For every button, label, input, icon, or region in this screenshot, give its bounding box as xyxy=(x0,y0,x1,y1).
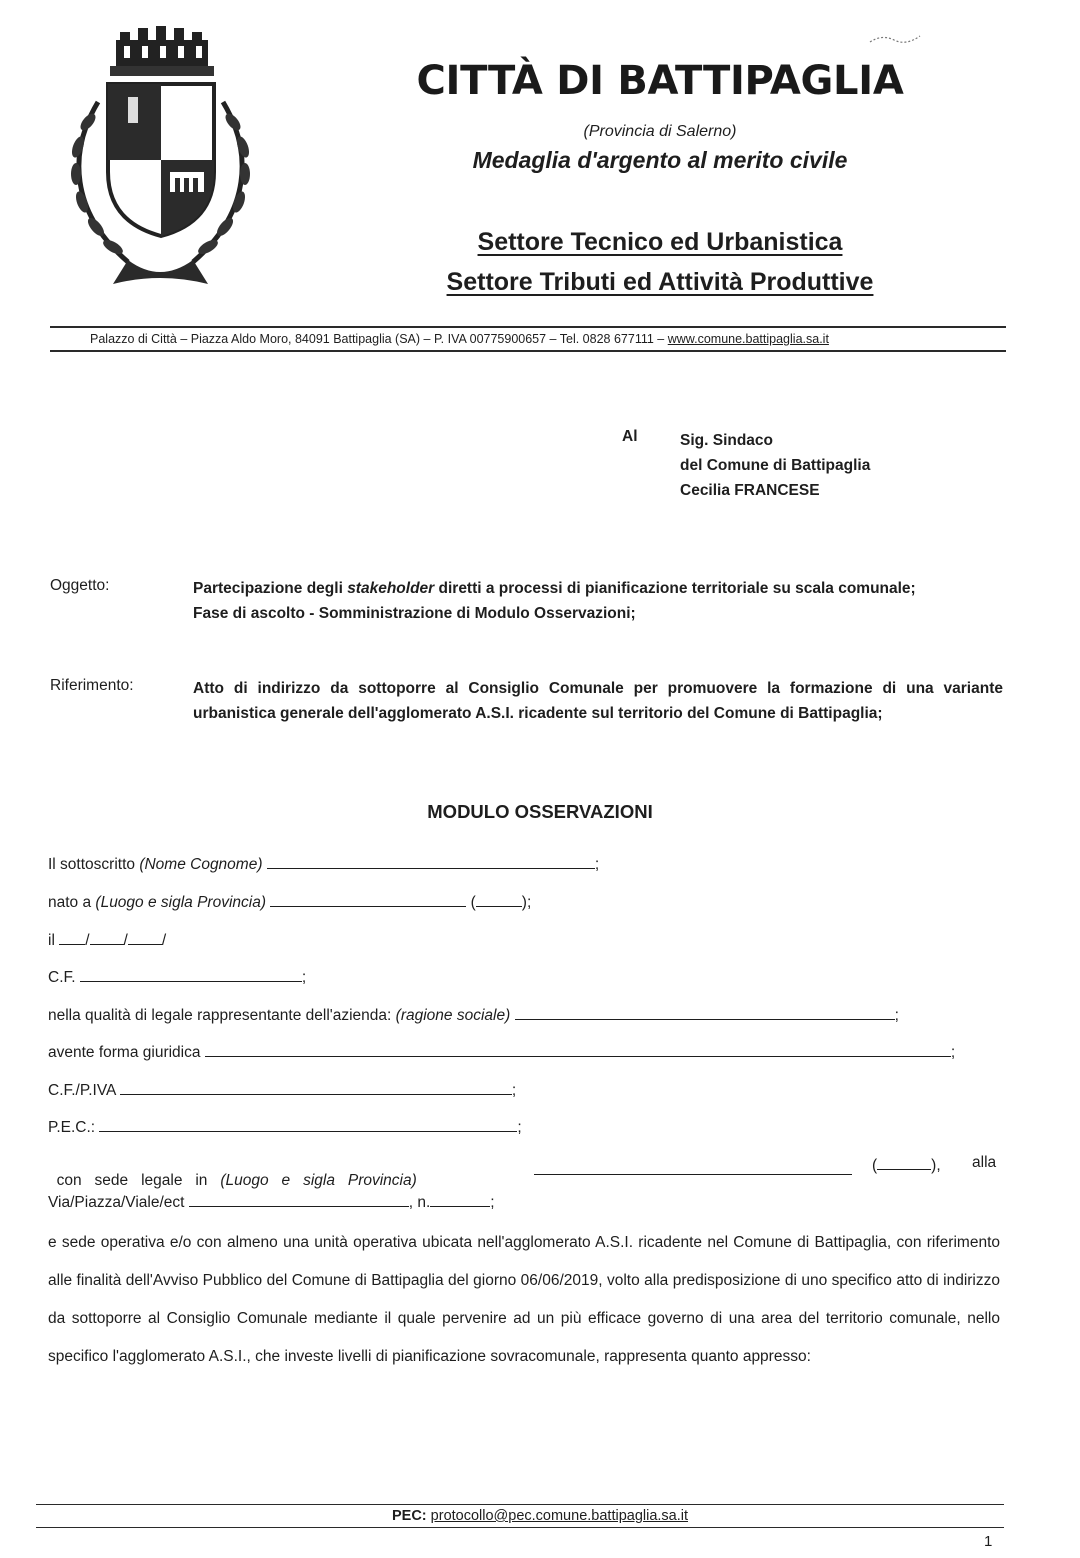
vat-number-field[interactable] xyxy=(120,1079,512,1095)
page-number: 1 xyxy=(984,1533,993,1550)
pec-email-link[interactable]: protocollo@pec.comune.battipaglia.sa.it xyxy=(430,1508,689,1524)
legal-seat-field[interactable] xyxy=(534,1159,852,1175)
footer-pec: PEC: protocollo@pec.comune.battipaglia.sa.it xyxy=(391,1508,689,1524)
legal-form-field[interactable] xyxy=(205,1041,951,1057)
birth-year-field[interactable] xyxy=(128,929,162,945)
row-nato: nato a (Luogo e sigla Provincia) ( ); xyxy=(48,891,531,912)
row-sede-legale: con sede legale in (Luogo e sigla Provincia) xyxy=(56,1172,417,1189)
legal-seat-province: ( ), xyxy=(872,1154,941,1175)
company-name-field[interactable] xyxy=(515,1004,895,1020)
street-field[interactable] xyxy=(189,1191,409,1207)
row-pec: P.E.C.: ; xyxy=(48,1116,522,1137)
recipient-prefix: Al xyxy=(622,428,638,445)
row-cf-piva: C.F./P.IVA ; xyxy=(48,1079,516,1100)
footer-rule-bottom xyxy=(36,1527,1004,1528)
pec-field[interactable] xyxy=(99,1116,517,1132)
recipient-office: del Comune di Battipaglia xyxy=(680,457,871,474)
recipient-name: Cecilia FRANCESE xyxy=(680,482,820,499)
recipient-title: Sig. Sindaco xyxy=(680,432,774,449)
birth-month-field[interactable] xyxy=(90,929,124,945)
header-rule-top xyxy=(50,326,1006,328)
row-cf: C.F. ; xyxy=(48,966,306,987)
oggetto-text: Partecipazione degli stakeholder diretti a processi di pianificazione territoriale su scala comunale; Fase di ascolto - Somministrazione di Modulo Osservazioni; xyxy=(193,580,916,622)
birth-province-field[interactable] xyxy=(476,891,522,907)
row-forma-giuridica: avente forma giuridica ; xyxy=(48,1041,955,1062)
legal-seat-province-field[interactable] xyxy=(877,1154,931,1170)
row-via: Via/Piazza/Viale/ect , n. ; xyxy=(48,1191,495,1212)
medal-label: Medaglia d'argento al merito civile xyxy=(472,147,848,173)
legal-seat-suffix: alla xyxy=(972,1154,997,1171)
city-title: CITTÀ DI BATTIPAGLIA xyxy=(416,58,904,104)
scan-mark-icon xyxy=(868,30,922,46)
website-link[interactable]: www.comune.battipaglia.sa.it xyxy=(667,332,829,346)
name-field[interactable] xyxy=(267,853,595,869)
row-qualita: nella qualità di legale rappresentante dell'azienda: (ragione sociale) ; xyxy=(48,1004,899,1025)
street-number-field[interactable] xyxy=(430,1191,490,1207)
province-label: (Provincia di Salerno) xyxy=(583,123,737,140)
header-rule-bottom xyxy=(50,350,1006,352)
codice-fiscale-field[interactable] xyxy=(80,966,302,982)
footer-rule-top xyxy=(36,1504,1004,1505)
row-data-nascita: il / / / xyxy=(48,929,166,950)
city-crest-icon xyxy=(58,22,263,294)
form-title: MODULO OSSERVAZIONI xyxy=(427,801,653,822)
riferimento-text: Atto di indirizzo da sottoporre al Consiglio Comunale per promuovere la formazione di una variante urbanistica generale dell'agglomerato A.S.I. ricadente sul territorio del Comune di Battipaglia; xyxy=(193,680,1003,722)
riferimento-label: Riferimento: xyxy=(50,677,134,694)
birth-day-field[interactable] xyxy=(59,929,85,945)
sector-tecnico: Settore Tecnico ed Urbanistica xyxy=(477,228,843,256)
birthplace-field[interactable] xyxy=(270,891,466,907)
sector-tributi: Settore Tributi ed Attività Produttive xyxy=(446,268,874,296)
recipient-block xyxy=(680,428,870,503)
address-line: Palazzo di Città – Piazza Aldo Moro, 84091 Battipaglia (SA) – P. IVA 00775900657 – Tel. 0828 677111 – www.comune.battipaglia.sa.it xyxy=(90,332,829,346)
oggetto-label: Oggetto: xyxy=(50,577,110,594)
row-sottoscritto: Il sottoscritto (Nome Cognome) ; xyxy=(48,853,599,874)
body-paragraph: e sede operativa e/o con almeno una unità operativa ubicata nell'agglomerato A.S.I. ricadente nel Comune di Battipaglia, con riferimento alle finalità dell'Avviso Pubblico del Comune di Battipaglia del giorno 06/06/2019, volto alla predisposizione di uno specifico atto di indirizzo da sottoporre al Consiglio Comunale mediante il quale pervenire ad un più efficace governo di una area del territorio comunale, nello specifico l'agglomerato A.S.I., che investe livelli di pianificazione sovracomunale, rappresenta quanto appresso: xyxy=(48,1234,1000,1365)
